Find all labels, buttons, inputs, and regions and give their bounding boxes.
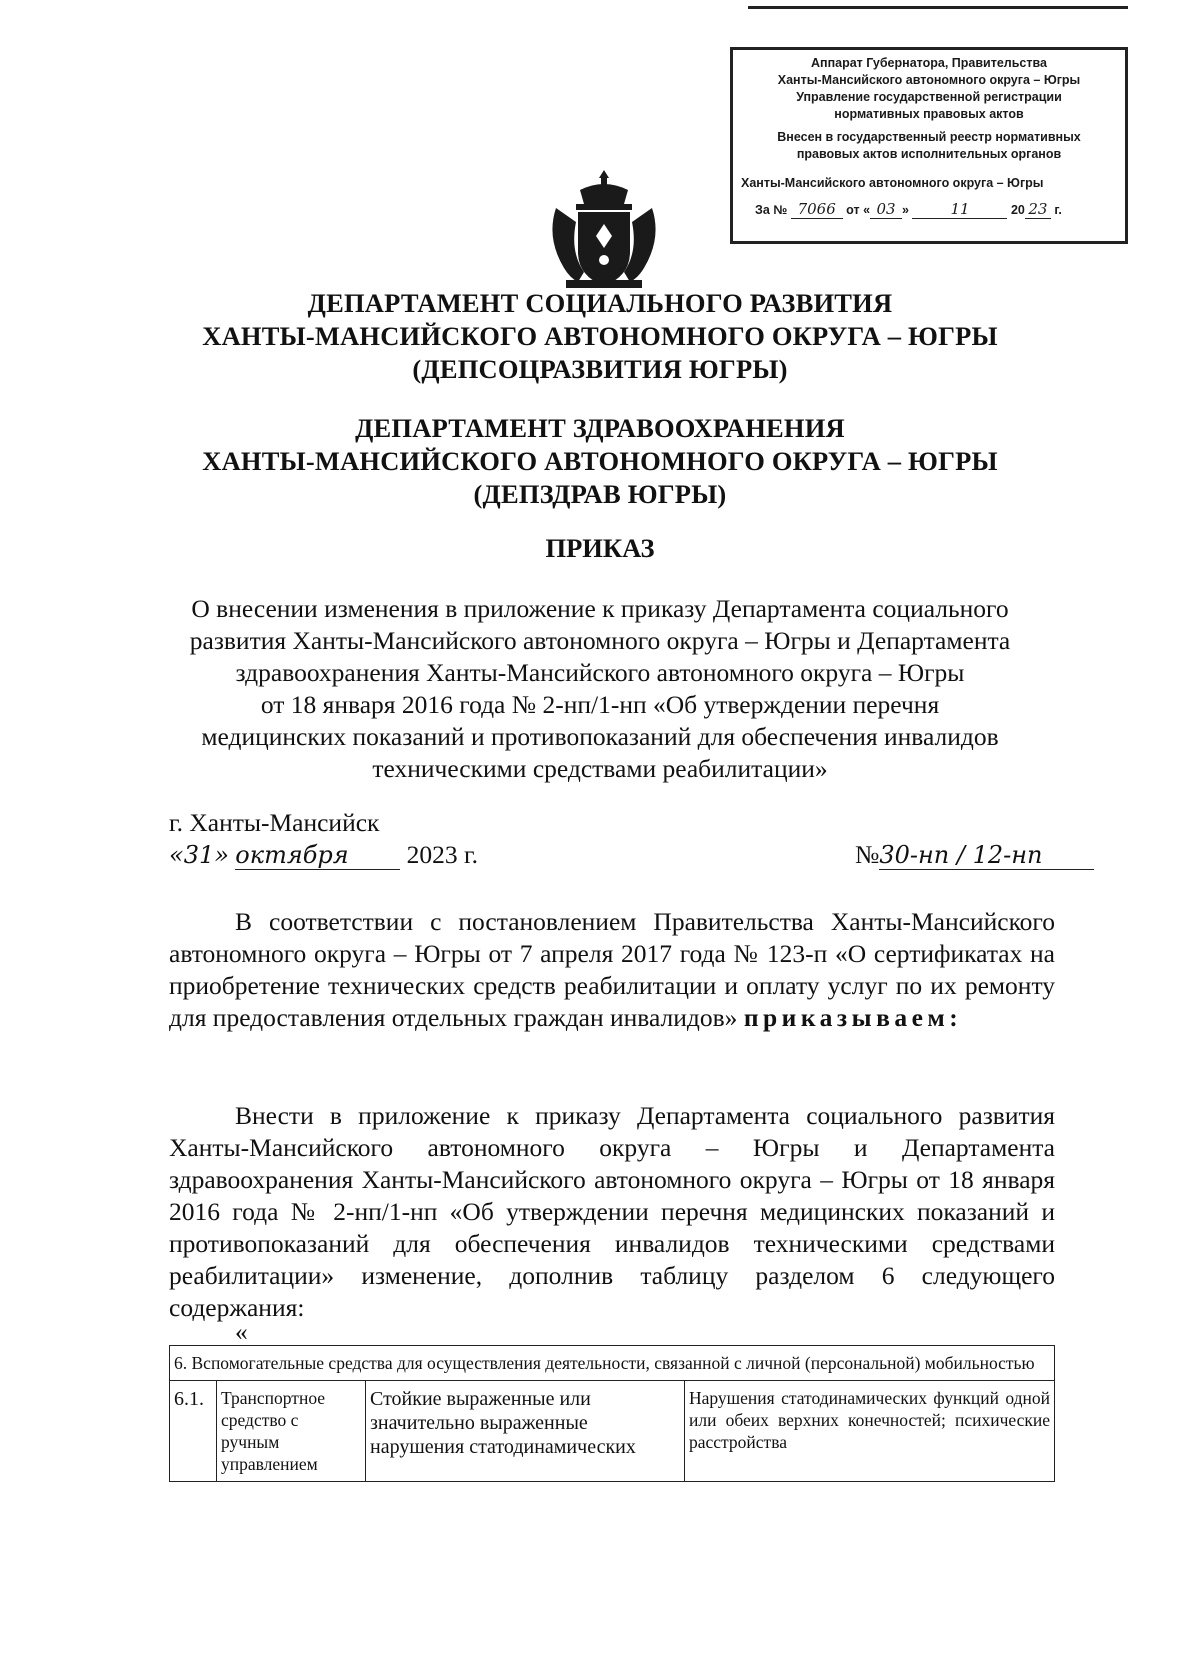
subject-line: развития Ханты-Мансийского автономного округа – Югры и Департамента xyxy=(189,626,1011,655)
document-type-title: ПРИКАЗ xyxy=(545,533,655,563)
heading-line: ДЕПАРТАМЕНТ СОЦИАЛЬНОГО РАЗВИТИЯ xyxy=(307,288,893,318)
table-cell-indications: Стойкие выраженные или значительно выраженные нарушения статодинамических xyxy=(366,1381,685,1482)
table-cell-number: 6.1. xyxy=(170,1381,217,1482)
heading-line: (ДЕПЗДРАВ ЮГРЫ) xyxy=(473,479,727,509)
stamp-reg-year: 23 xyxy=(1025,201,1051,219)
stamp-reg-number: 7066 xyxy=(791,201,843,219)
place-of-issue: г. Ханты-Мансийск xyxy=(169,808,380,837)
stamp-reg-prefix: За № xyxy=(755,203,788,217)
date-month: октября xyxy=(235,841,400,870)
indications-table xyxy=(169,1345,1055,1482)
stamp-line: Ханты-Мансийского автономного округа – Югры xyxy=(741,176,1044,190)
subject-line: медицинских показаний и противопоказаний для обеспечения инвалидов xyxy=(201,722,999,751)
department-social-heading xyxy=(100,287,1100,386)
document-date xyxy=(169,840,478,870)
date-year: 2023 г. xyxy=(406,840,479,869)
subject-line: от 18 января 2016 года № 2-нп/1-нп «Об утверждении перечня xyxy=(260,690,940,719)
stamp-registration-number xyxy=(733,201,1125,219)
stamp-reg-day: 03 xyxy=(870,201,902,219)
stamp-reg-suffix: г. xyxy=(1054,203,1062,217)
subject-line: О внесении изменения в приложение к приказу Департамента социального xyxy=(191,594,1009,623)
document-subject xyxy=(150,593,1050,785)
department-health-heading xyxy=(100,412,1100,511)
stamp-line: нормативных правовых актов xyxy=(834,107,1024,121)
quote-mark: « xyxy=(235,1317,248,1346)
subject-line: техническими средствами реабилитации» xyxy=(372,754,828,783)
stamp-reg-month: 11 xyxy=(912,201,1007,219)
stamp-line: Аппарат Губернатора, Правительства xyxy=(811,56,1047,70)
stamp-reg-mid: » xyxy=(902,203,909,217)
heading-line: (ДЕПСОЦРАЗВИТИЯ ЮГРЫ) xyxy=(412,354,788,384)
date-day: 31 xyxy=(183,841,215,869)
heading-line: ХАНТЫ-МАНСИЙСКОГО АВТОНОМНОГО ОКРУГА – ЮГРЫ xyxy=(202,321,998,351)
number-prefix: № xyxy=(855,840,880,869)
heading-line: ХАНТЫ-МАНСИЙСКОГО АВТОНОМНОГО ОКРУГА – ЮГРЫ xyxy=(202,446,998,476)
table-section-row xyxy=(170,1346,1055,1381)
date-close-quote: » xyxy=(214,841,229,869)
paragraph-text: В соответствии с постановлением Правительства Ханты-Мансийского автономного округа – Югры от 7 апреля 2017 года № 123-п «О сертификатах на приобретение технических средств реабилитации и оплату услуг по их ремонту для предоставления отдельных граждан инвалидов» xyxy=(169,907,1055,1032)
table-cell-contraindications: Нарушения статодинамических функций одной или обеих верхних конечностей; психические расстройства xyxy=(685,1381,1055,1482)
heading-line: ДЕПАРТАМЕНТ ЗДРАВООХРАНЕНИЯ xyxy=(355,413,845,443)
stamp-line: Ханты-Мансийского автономного округа – Югры xyxy=(777,73,1081,87)
registration-stamp xyxy=(730,47,1128,244)
coat-of-arms-emblem xyxy=(546,168,662,292)
body-paragraph xyxy=(169,906,1055,1034)
document-number xyxy=(855,840,1094,870)
stamp-line: Внесен в государственный реестр нормативных xyxy=(777,130,1081,144)
top-rule xyxy=(748,6,1128,9)
number-value: 30-нп / 12-нп xyxy=(879,841,1094,870)
table-section-title: 6. Вспомогательные средства для осуществления деятельности, связанной с личной (персональной) мобильностью xyxy=(170,1346,1055,1381)
stamp-reg-ot: от « xyxy=(846,203,871,217)
order-word: приказываем: xyxy=(743,1003,963,1032)
body-paragraph: Внести в приложение к приказу Департамента социального развития Ханты-Мансийского автономного округа – Югры и Департамента здравоохранения Ханты-Мансийского автономного округа – Югры от 18 января 2016 года № 2-нп/1-нп «Об утверждении перечня медицинских показаний и противопоказаний для обеспечения инвалидов техническими средствами реабилитации» изменение, дополнив таблицу разделом 6 следующего содержания: xyxy=(169,1101,1055,1322)
table-cell-name: Транспортное средство с ручным управлением xyxy=(217,1381,366,1482)
stamp-reg-year-prefix: 20 xyxy=(1010,203,1025,217)
date-open-quote: « xyxy=(169,841,184,869)
stamp-line: правовых актов исполнительных органов xyxy=(796,147,1062,161)
table-row xyxy=(170,1381,1055,1482)
subject-line: здравоохранения Ханты-Мансийского автономного округа – Югры xyxy=(235,658,965,687)
stamp-line: Управление государственной регистрации xyxy=(796,90,1062,104)
